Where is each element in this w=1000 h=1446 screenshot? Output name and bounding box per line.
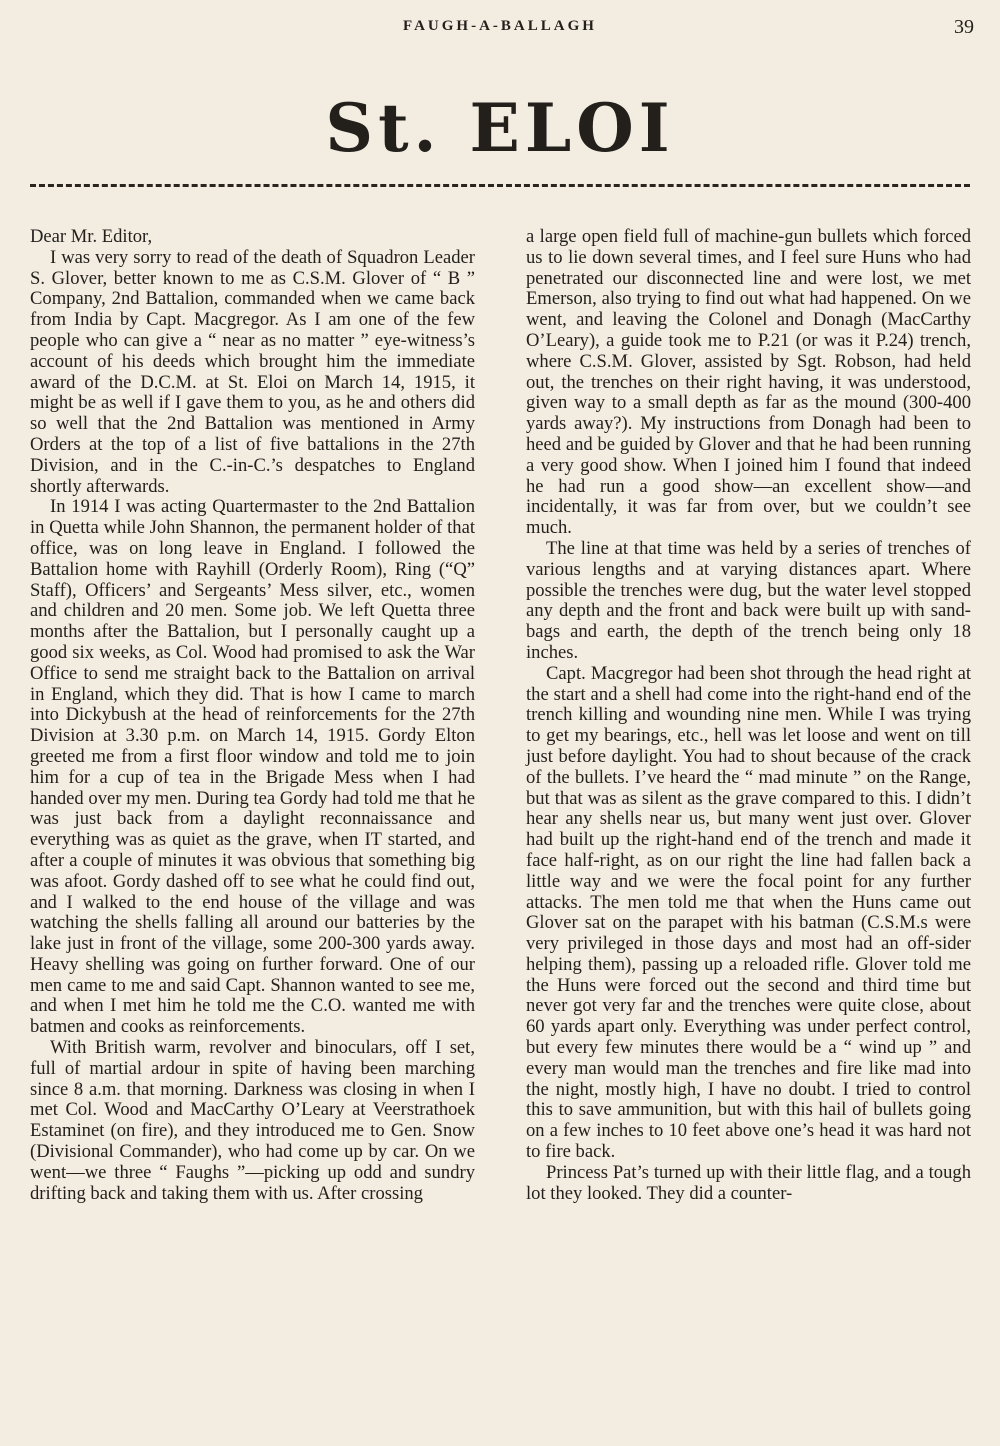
- paragraph: Capt. Macgregor had been shot through the head right at the start and a shell had come into the right-hand end of the trench killing and wounding nine men. While I was trying to get my bearings, etc., hell was let loose and went on till just before daylight. You had to shout because of the crack of the bullets. I’ve heard the “ mad minute ” on the Range, but that was as silent as the grave compared to this. I didn’t hear any shells near us, but many went just over. Glover had built up the right-hand end of the trench and made it face half-right, as on our right the line had fallen back a little way and we were the focal point for any further attacks. The men told me that when the Huns came out Glover sat on the parapet with his batman (C.S.M.s were very privileged in those days and most had an off-sider helping them), passing up a reloaded rifle. Glover told me the Huns were forced out the second and third time but never got very far and the trenches were quite close, about 60 yards apart only. Everything was under perfect control, but every few minutes there would be a “ wind up ” and every man would man the trenches and fire like mad into the night, mostly high, I have no doubt. I tried to control this to save ammunition, but with this hail of bullets going on a few inches to 10 feet above one’s head it was hard not to fire back.: [526, 662, 971, 1163]
- paragraph: With British warm, revolver and binoculars, off I set, full of martial ardour in spite of having been marching since 8 a.m. that morning. Darkness was closing in when I met Col. Wood and MacCarthy O’Leary at Veerstrathoek Estaminet (on fire), and they introduced me to Gen. Snow (Divisional Commander), who had come up by car. On we went—we three “ Faughs ”—picking up odd and sundry drifting back and taking them with us. After crossing: [30, 1037, 475, 1204]
- article-title: St. ELOI: [325, 89, 675, 167]
- paragraph: Princess Pat’s turned up with their little flag, and a tough lot they looked. They did a counter-: [526, 1161, 971, 1204]
- salutation: Dear Mr. Editor,: [30, 226, 153, 247]
- paragraph: The line at that time was held by a series of trenches of various lengths and at varying distances apart. Where possible the trenches were dug, but the water level stopped any depth and the front and back were built up with sand-bags and earth, the depth of the trench being only 18 inches.: [526, 537, 971, 663]
- page-number: 39: [954, 16, 974, 38]
- running-header: [0, 16, 1000, 38]
- running-title: FAUGH-A-BALLAGH: [403, 18, 597, 34]
- left-column: [30, 227, 475, 1204]
- dashed-divider: [30, 184, 970, 187]
- right-column: [526, 227, 971, 1204]
- paragraph: I was very sorry to read of the death of Squadron Leader S. Glover, better known to me as C.S.M. Glover of “ B ” Company, 2nd Battalion, commanded when we came back from India by Capt. Macgregor. As I am one of the few people who can give a “ near as no matter ” eye-witness’s account of his deeds which brought him the immediate award of the D.C.M. at St. Eloi on March 14, 1915, it might be as well if I gave them to you, as he and others did so well that the 2nd Battalion was mentioned in Army Orders at the top of a list of five battalions in the 27th Division, and in the C.-in-C.’s despatches to England shortly afterwards.: [30, 246, 475, 497]
- paragraph-continued: a large open field full of machine-gun bullets which forced us to lie down several times, and I feel sure Huns who had penetrated our disconnected line and were lost, we met Emerson, also trying to find out what had happened. On we went, and leaving the Colonel and Donagh (MacCarthy O’Leary), a guide took me to P.21 (or was it P.24) trench, where C.S.M. Glover, assisted by Sgt. Robson, had held out, the trenches on their right having, it was understood, given way to a small depth as far as the mound (300-400 yards away?). My instructions from Donagh had been to heed and be guided by Glover and that he had been running a very good show. When I joined him I found that indeed he had run a good show—an excellent show—and incidentally, it was far from over, but we couldn’t see much.: [526, 226, 971, 539]
- paragraph: In 1914 I was acting Quartermaster to the 2nd Battalion in Quetta while John Shannon, the permanent holder of that office, was on long leave in England. I followed the Battalion home with Rayhill (Orderly Room), Ring (“Q” Staff), Officers’ and Sergeants’ Mess silver, etc., women and children and 20 men. Some job. We left Quetta three months after the Battalion, but I personally caught up a good six weeks, as Col. Wood had promised to ask the War Office to send me straight back to the Battalion on arrival in England, which they did. That is how I came to march into Dickybush at the head of reinforcements for the 27th Division at 3.30 p.m. on March 14, 1915. Gordy Elton greeted me from a first floor window and told me to join him for a cup of tea in the Brigade Mess when I had handed over my men. During tea Gordy had told me that he was just back from a daylight reconnaissance and everything was as quiet as the grave, when IT started, and after a couple of minutes it was obvious that something big was afoot. Gordy dashed off to see what he could find out, and I walked to the end house of the village and was watching the shells falling all around our batteries by the lake just in front of the village, some 200-300 yards away. Heavy shelling was going on further forward. One of our men came to me and said Capt. Shannon wanted to see me, and when I met him he told me the C.O. wanted me with batmen and cooks as reinforcements.: [30, 496, 475, 1038]
